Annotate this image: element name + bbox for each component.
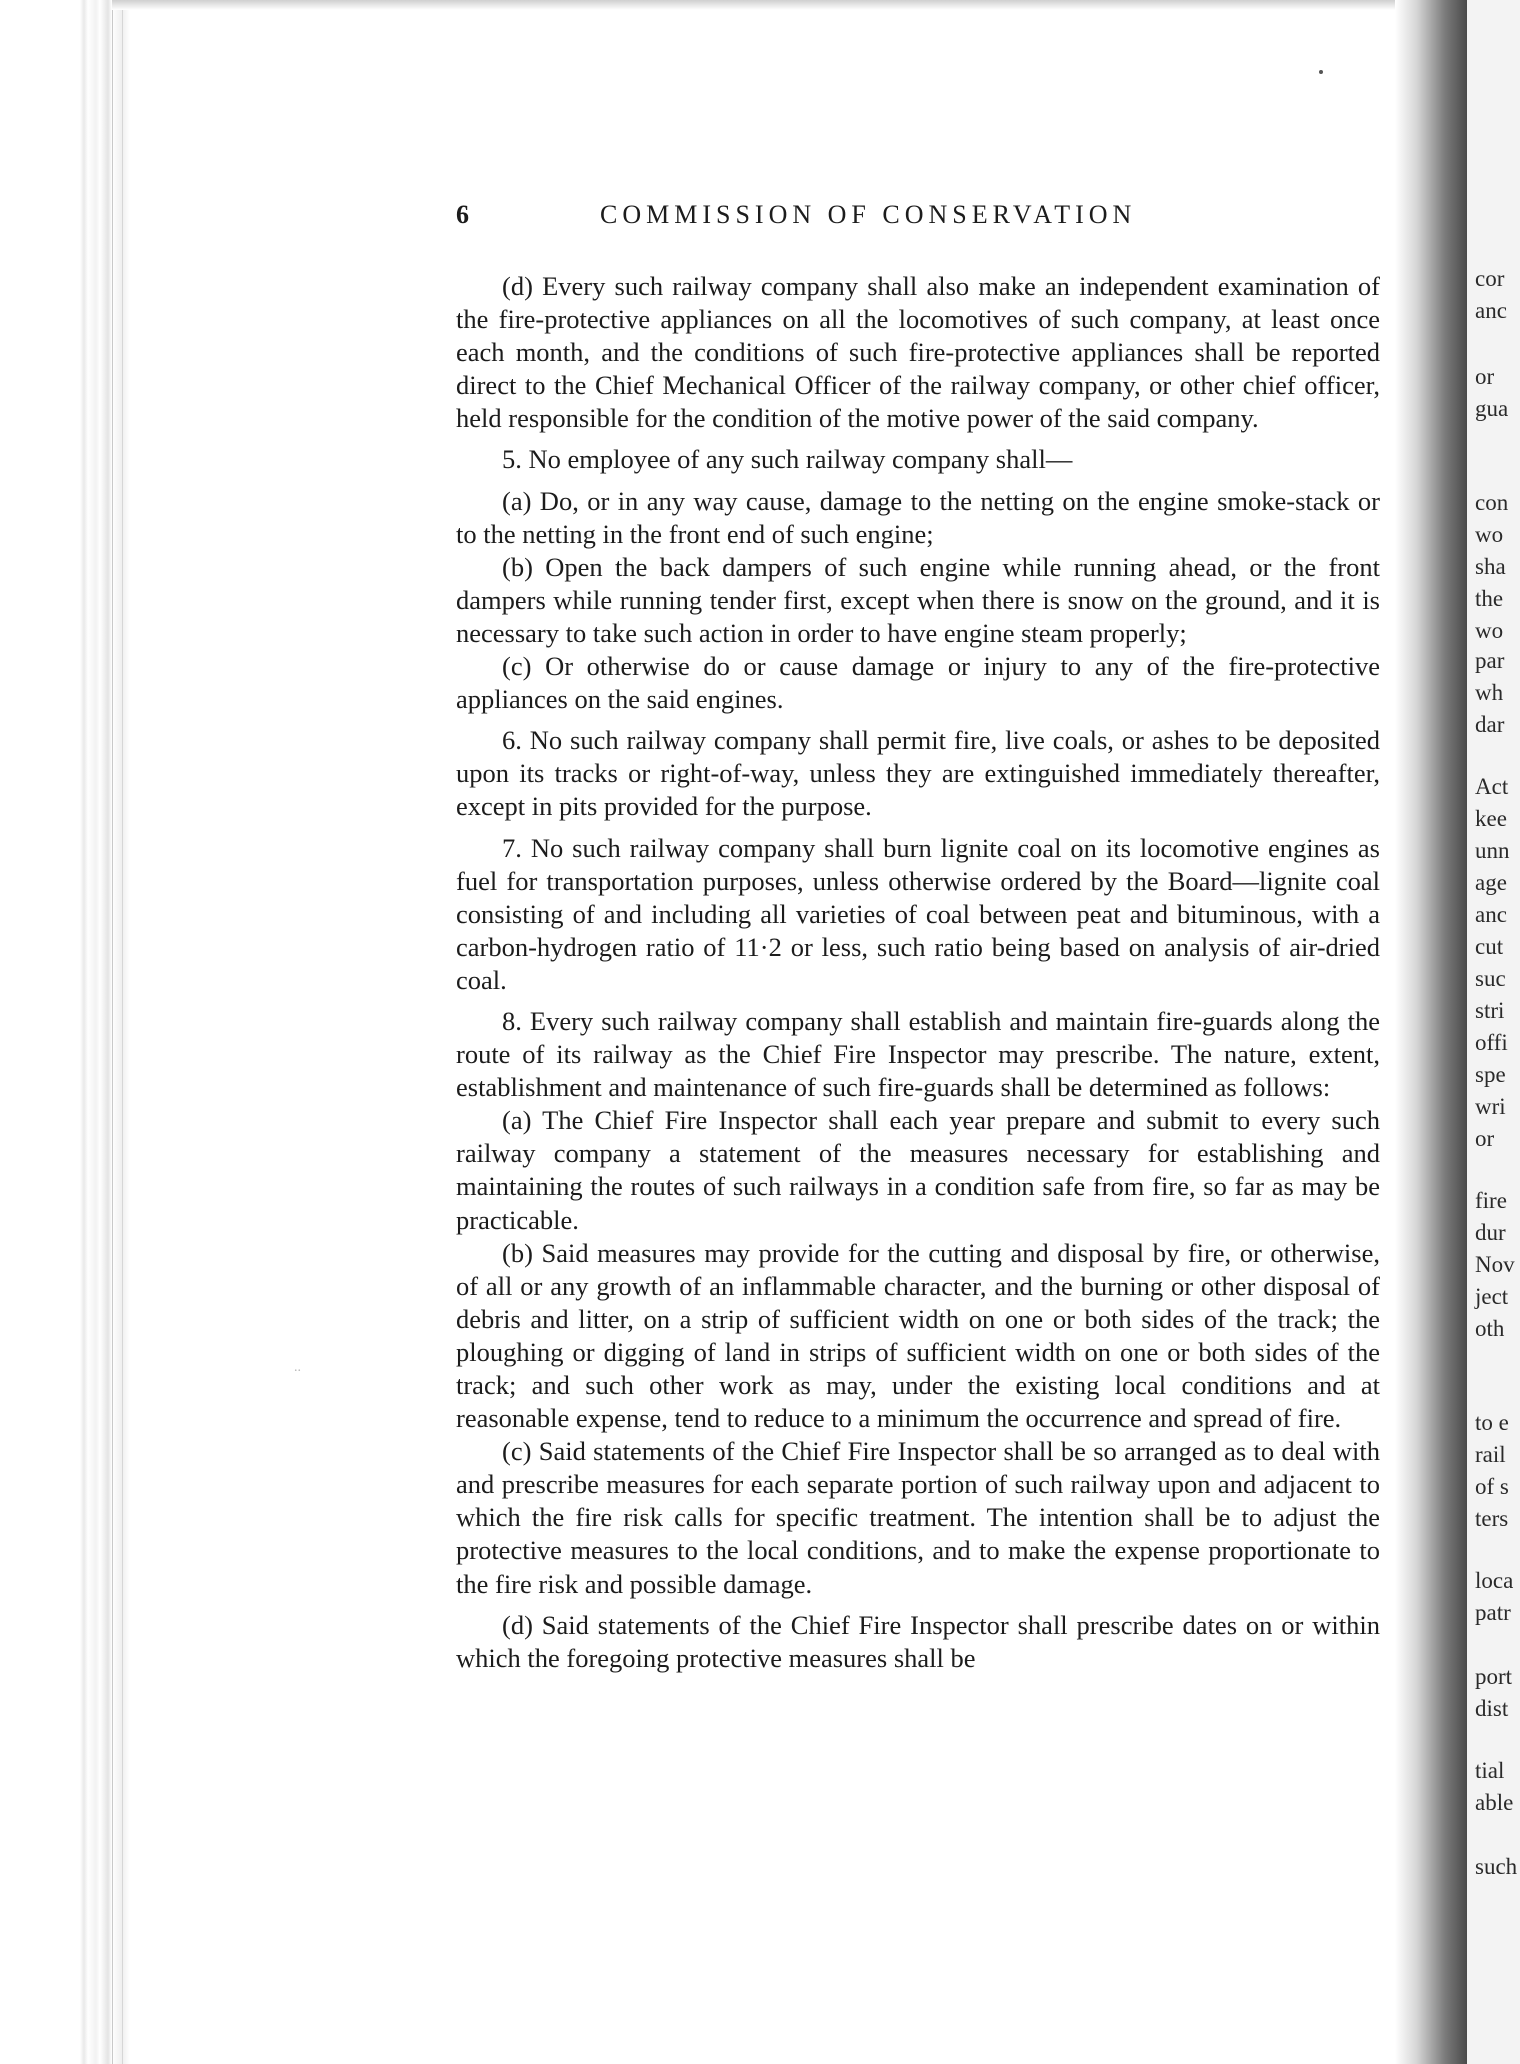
page-number: 6 xyxy=(456,200,469,229)
facing-word: age xyxy=(1475,870,1507,895)
page-edge-stack xyxy=(0,0,140,2064)
facing-word: wri xyxy=(1475,1094,1506,1119)
facing-word: dar xyxy=(1475,712,1505,737)
facing-word: able xyxy=(1475,1790,1514,1815)
facing-word: anc xyxy=(1475,298,1507,323)
facing-word: wo xyxy=(1475,522,1504,547)
running-title: COMMISSION OF CONSERVATION xyxy=(600,200,1137,229)
paragraph-6: 6. No such railway company shall permit fire, live coals, or ashes to be deposited upon its tracks or right-of-way, unless they are extinguished immediately thereafter, except in pits provided for the purpose. xyxy=(456,725,1380,822)
facing-word: to e xyxy=(1475,1410,1509,1435)
facing-word: Act xyxy=(1475,774,1509,799)
paragraph-5: 5. No employee of any such railway company shall— xyxy=(502,444,1073,475)
facing-word: the xyxy=(1475,586,1504,611)
paragraph-8: 8. Every such railway company shall establish and maintain fire-guards along the route of its railway as the Chief Fire Inspector may prescribe. The nature, extent, establishment and maintenance of such fire-guards shall be determined as follows: xyxy=(456,1005,1380,1103)
facing-word: dist xyxy=(1475,1696,1509,1721)
paragraph-4d: (d) Every such railway company shall also make an independent examination of the fire-protective appliances on all the locomotives of such company, at least once each month, and the conditions of such fire-protective appliances shall be reported direct to the Chief Mechanical Officer of the railway company, or other chief officer, held responsible for the condition of the motive power of the said company. xyxy=(456,271,1380,434)
facing-word: cut xyxy=(1475,934,1504,959)
facing-word: anc xyxy=(1475,902,1507,927)
facing-word: offi xyxy=(1475,1030,1508,1055)
facing-word: stri xyxy=(1475,998,1505,1023)
page-header xyxy=(456,200,1380,240)
book-page xyxy=(456,200,1380,1675)
facing-word: Nov xyxy=(1475,1252,1515,1277)
facing-word: or xyxy=(1475,1126,1495,1151)
facing-word: spe xyxy=(1475,1062,1506,1087)
top-page-edge xyxy=(112,0,1402,10)
facing-word: tial xyxy=(1475,1758,1505,1783)
paragraph-8b: (b) Said measures may provide for the cutting and disposal by fire, or otherwise, of all or any growth of an inflammable character, and the burning or other disposal of debris and litter, on a strip of sufficient width on one or both sides of the track; the ploughing or digging of land in strips of sufficient width on one or both sides of the track; and such other work as may, under the existing local conditions and at reasonable expense, tend to reduce to a minimum the occurrence and spread of fire. xyxy=(456,1237,1380,1434)
body-text xyxy=(456,270,1380,1675)
facing-word: wh xyxy=(1475,680,1504,705)
facing-word: kee xyxy=(1475,806,1507,831)
paragraph-8d: (d) Said statements of the Chief Fire Inspector shall prescribe dates on or within which the foregoing protective measures shall be xyxy=(456,1609,1380,1673)
facing-word: con xyxy=(1475,490,1509,515)
facing-word: ject xyxy=(1475,1284,1509,1309)
paragraph-5c: (c) Or otherwise do or cause damage or injury to any of the fire-protective appliances on the said engines. xyxy=(456,651,1380,715)
facing-word: par xyxy=(1475,648,1505,673)
facing-word: such xyxy=(1475,1854,1518,1879)
margin-mark: .. xyxy=(294,1360,301,1375)
facing-word: unn xyxy=(1475,838,1510,863)
paragraph-5b: (b) Open the back dampers of such engine while running ahead, or the front dampers while running tender first, except when there is snow on the ground, and it is necessary to take such action in order to have engine steam properly; xyxy=(456,551,1380,648)
facing-word: wo xyxy=(1475,618,1504,643)
facing-word: patr xyxy=(1475,1600,1511,1625)
book-gutter-shadow xyxy=(1395,0,1467,2064)
facing-word: gua xyxy=(1475,396,1509,421)
facing-word: ters xyxy=(1475,1506,1509,1531)
facing-page-sliver xyxy=(1467,0,1520,2064)
paragraph-5a: (a) Do, or in any way cause, damage to the netting on the engine smoke-stack or to the netting in the front end of such engine; xyxy=(456,485,1380,549)
facing-word: suc xyxy=(1475,966,1506,991)
facing-word: dur xyxy=(1475,1220,1506,1245)
facing-word: or xyxy=(1475,364,1495,389)
facing-word: sha xyxy=(1475,554,1506,579)
facing-word: of s xyxy=(1475,1474,1509,1499)
paragraph-8a: (a) The Chief Fire Inspector shall each year prepare and submit to every such railway company a statement of the measures necessary for establishing and maintaining the routes of such railways in a condition safe from fire, so far as may be practicable. xyxy=(456,1105,1380,1235)
ink-speck xyxy=(1319,70,1323,74)
facing-word: fire xyxy=(1475,1188,1507,1213)
facing-word: cor xyxy=(1475,266,1505,291)
paragraph-7: 7. No such railway company shall burn lignite coal on its locomotive engines as fuel for transportation purposes, unless otherwise ordered by the Board—lignite coal consisting of and including all varieties of coal between peat and bituminous, with a carbon-hydrogen ratio of 11·2 or less, such ratio being based on analysis of air-dried coal. xyxy=(456,832,1380,995)
facing-word: oth xyxy=(1475,1316,1505,1341)
paragraph-8c: (c) Said statements of the Chief Fire Inspector shall be so arranged as to deal with and prescribe measures for each separate portion of such railway upon and adjacent to which the fire risk calls for specific treatment. The intention shall be to adjust the protective measures to the local conditions, and to make the expense proportionate to the fire risk and possible damage. xyxy=(456,1436,1380,1599)
facing-word: rail xyxy=(1475,1442,1506,1467)
facing-word: port xyxy=(1475,1664,1513,1689)
facing-word: loca xyxy=(1475,1568,1514,1593)
